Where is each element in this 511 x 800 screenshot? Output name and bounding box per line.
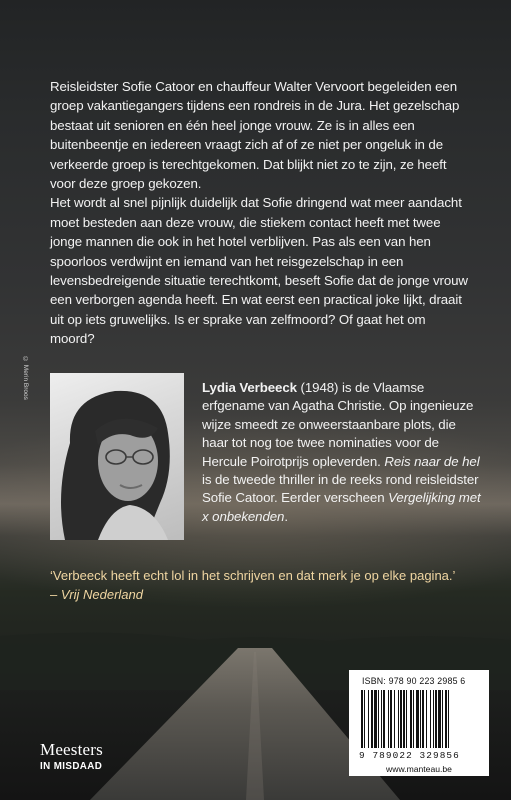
book-title: Reis naar de hel [384, 453, 480, 469]
barcode-digits: 9 789022 329856 [359, 750, 460, 761]
previous-book-title: Vergelijking met x onbekenden [202, 490, 481, 524]
bio-text-1: (1948) is de Vlaamse erfgename van Agatha Christie. Op ingenieuze wijze smeedt ze onweerstaanbare plots, die haar tot nog toe twee nominaties voor de Hercule Poirotprijs opleverden. [202, 380, 474, 469]
barcode-icon [361, 690, 477, 750]
blurb [50, 77, 470, 349]
review-quote [50, 567, 490, 604]
quote-source: Vrij Nederland [60, 586, 143, 602]
blurb-paragraph-1: Reisleidster Sofie Catoor en chauffeur Walter Vervoort begeleiden een groep vakantiegangers tijdens een rondreis in de Jura. Het gezelschap bestaat uit senioren en één heel jonge vrouw. Ze is in alles een buitenbeentje en iedereen vraagt zich af of ze niet per ongeluk in de verkeerde groep is terechtgekomen. Dat blijkt niet zo te zijn, ze heeft voor deze groep gekozen. [50, 79, 460, 192]
author-photo [50, 373, 184, 540]
author-bio [202, 379, 482, 526]
bio-text-3: . [284, 508, 288, 524]
quote-dash: – [50, 586, 61, 602]
photo-credit: © Merin Broos [22, 356, 29, 400]
publisher-url: www.manteau.be [386, 764, 452, 774]
isbn-label: ISBN: 978 90 223 2985 6 [362, 676, 466, 686]
logo-line-2: IN MISDAAD [40, 761, 103, 772]
blurb-paragraph-2: Het wordt al snel pijnlijk duidelijk dat Sofie dringend wat meer aandacht moet besteden aan deze vrouw, die stiekem contact heeft met twee jonge mannen die ook in het hotel verblijven. Pas als een van hen spoorloos verdwijnt en iemand van het reisgezelschap in een levensbedreigende situatie terechtkomt, beseft Sofie dat de jonge vrouw een verborgen agenda heeft. En wat eerst een practical joke lijkt, draait uit op iets gruwelijks. Is er sprake van zelfmoord? Of gaat het om moord? [50, 195, 468, 347]
bio-text-2: is de tweede thriller in de reeks rond reisleidster Sofie Catoor. Eerder verscheen [202, 472, 479, 506]
series-logo [40, 740, 103, 772]
barcode-panel [349, 670, 489, 776]
author-name: Lydia Verbeeck [202, 380, 297, 395]
quote-text: ‘Verbeeck heeft echt lol in het schrijven en dat merk je op elke pagina.’ [50, 568, 456, 583]
logo-line-1: Meesters [40, 740, 103, 759]
